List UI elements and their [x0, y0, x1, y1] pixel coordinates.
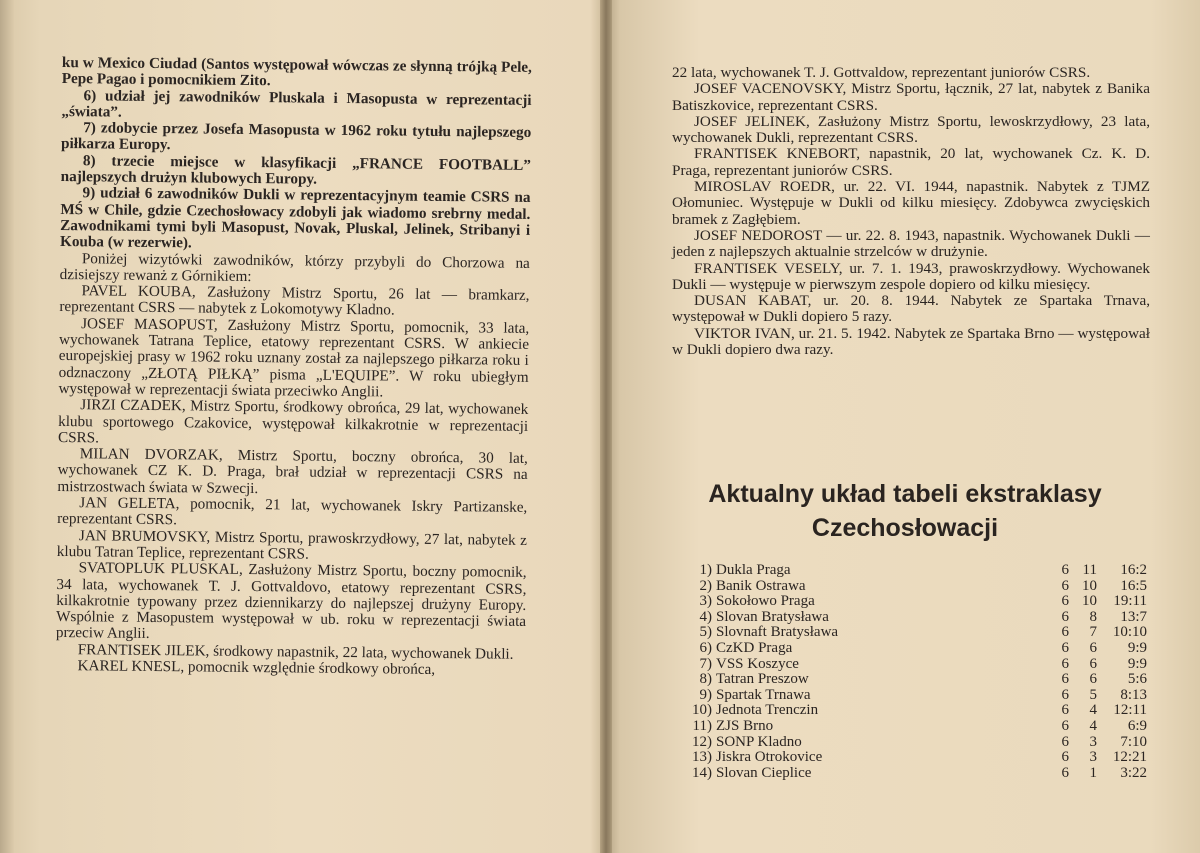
- table-team: Spartak Trnawa: [716, 686, 811, 703]
- table-position: 9): [699, 686, 712, 703]
- table-goals: 6:9: [1127, 717, 1147, 734]
- table-points: 11: [1082, 562, 1097, 578]
- table-goals: 9:9: [1127, 639, 1147, 656]
- right-paragraph: JOSEF NEDOROST — ur. 22. 8. 1943, napastnik. Wychowanek Dukli — jeden z najlepszych aktualnie strzelców w drużynie.: [672, 226, 1150, 261]
- table-heading-line2: Czechosłowacji: [811, 514, 999, 542]
- table-matches: 6: [1061, 686, 1069, 703]
- table-row: [670, 672, 1150, 688]
- table-team: CzKD Praga: [716, 639, 793, 656]
- left-paragraph: FRANTISEK JILEK, środkowy napastnik, 22 lata, wychowanek Dukli.: [77, 640, 514, 663]
- left-paragraph: JOSEF MASOPUST, Zasłużony Mistrz Sportu, pomocnik, 33 lata, wychowanek Tatrana Teplice, etatowy reprezentant CSRS. W ankiecie europejskiej prasy w 1962 roku uznany został za najlepszego piłkarza roku i odznaczony „ZŁOTĄ PIŁKĄ” pisma „L'EQUIPE”. W roku ubiegłym występował w reprezentacji świata przeciwko Anglii.: [58, 314, 530, 401]
- table-points: 6: [1089, 655, 1097, 672]
- left-paragraph: KAREL KNESL, pomocnik względnie środkowy obrońca,: [77, 657, 436, 678]
- left-paragraph: 7) zdobycie przez Josefa Masopusta w 1962 roku tytułu najlepszego piłkarza Europy.: [60, 119, 532, 154]
- left-paragraph: MILAN DVORZAK, Mistrz Sportu, boczny obrońca, 30 lat, wychowanek CZ K. D. Praga, brał udział w reprezentacji CSRS na mistrzostwach świata w Szwecji.: [57, 445, 528, 497]
- table-position: 13): [692, 749, 712, 766]
- left-paragraph: PAVEL KOUBA, Zasłużony Mistrz Sportu, 26 lat — bramkarz, reprezentant CSRS — nabytek z Lokomotywy Kladno.: [59, 282, 530, 319]
- table-team: Slovnaft Bratysława: [716, 624, 839, 641]
- table-team: VSS Koszyce: [716, 655, 799, 672]
- table-position: 12): [692, 733, 712, 750]
- table-goals: 19:11: [1113, 593, 1147, 610]
- table-matches: 6: [1061, 702, 1069, 719]
- table-heading: [650, 477, 1160, 545]
- table-points: 10: [1082, 577, 1097, 594]
- left-paragraph: ku w Mexico Ciudad (Santos występował wówczas ze słynną trójką Pele, Pepe Pagao i pomocnikiem Zito.: [61, 54, 532, 90]
- table-heading-line1: Aktualny układ tabeli ekstraklasy: [708, 480, 1102, 508]
- table-goals: 13:7: [1120, 608, 1147, 625]
- table-row: [670, 703, 1150, 719]
- table-goals: 9:9: [1127, 655, 1147, 672]
- left-paragraph: Poniżej wizytówki zawodników, którzy przybyli do Chorzowa na dzisiejszy rewanż z Górnikiem:: [59, 249, 530, 285]
- right-paragraph: VIKTOR IVAN, ur. 21. 5. 1942. Nabytek ze Spartaka Brno — występował w Dukli dopiero dwa razy.: [672, 324, 1150, 359]
- table-position: 1): [699, 562, 712, 578]
- left-paragraph: SVATOPLUK PLUSKAL, Zasłużony Mistrz Sportu, boczny pomocnik, 34 lata, wychowanek T. J. Gottvaldovo, etatowy reprezentant CSRS, kilkakrotnie typowany przez dziennikarzy do najlepszej drużyny Europy. Wspólnie z Masopustem występował w ub. roku w reprezentacji świata przeciw Anglii.: [55, 559, 527, 643]
- table-team: Dukla Praga: [716, 562, 791, 578]
- table-row: [670, 688, 1150, 704]
- table-row: [670, 563, 1150, 579]
- table-goals: 5:6: [1127, 671, 1147, 688]
- table-points: 10: [1082, 593, 1097, 610]
- table-position: 8): [699, 671, 712, 688]
- table-matches: 6: [1061, 624, 1069, 641]
- table-team: Slovan Cieplice: [716, 764, 812, 781]
- table-position: 6): [699, 639, 712, 656]
- table-matches: 6: [1061, 671, 1069, 688]
- table-points: 3: [1089, 749, 1097, 766]
- table-position: 10): [692, 702, 712, 719]
- table-position: 14): [692, 764, 712, 781]
- table-position: 3): [699, 593, 712, 610]
- table-goals: 3:22: [1120, 764, 1147, 781]
- table-matches: 6: [1061, 733, 1069, 750]
- table-row: [670, 766, 1150, 782]
- right-page: [610, 0, 1200, 853]
- table-team: Jednota Trenczin: [716, 702, 819, 719]
- table-points: 6: [1089, 671, 1097, 688]
- table-team: SONP Kladno: [716, 733, 802, 750]
- table-row: [670, 657, 1150, 673]
- table-row: [670, 610, 1150, 626]
- right-paragraph: JOSEF JELINEK, Zasłużony Mistrz Sportu, lewoskrzydłowy, 23 lata, wychowanek Dukli, reprezentant CSRS.: [672, 112, 1150, 147]
- left-paragraph: JAN GELETA, pomocnik, 21 lat, wychowanek Iskry Partizanske, reprezentant CSRS.: [57, 494, 528, 529]
- table-row: [670, 579, 1150, 595]
- table-team: Jiskra Otrokovice: [716, 749, 823, 766]
- table-team: Slovan Bratysława: [716, 608, 829, 625]
- table-points: 7: [1089, 624, 1097, 641]
- left-text-column: [56, 55, 532, 679]
- table-row: [670, 641, 1150, 657]
- table-row: [670, 750, 1150, 766]
- table-goals: 16:5: [1120, 577, 1147, 594]
- right-text-column: [672, 65, 1150, 358]
- left-paragraph: JIRZI CZADEK, Mistrz Sportu, środkowy obrońca, 29 lat, wychowanek klubu sportowego Czakovice, występował kilkakrotnie w reprezentacji CSRS.: [57, 396, 529, 447]
- table-points: 4: [1089, 702, 1097, 719]
- table-matches: 6: [1061, 593, 1069, 610]
- table-row: [670, 735, 1150, 751]
- table-points: 1: [1089, 764, 1097, 781]
- table-goals: 8:13: [1120, 686, 1147, 703]
- table-row: [670, 719, 1150, 735]
- left-paragraph: 9) udział 6 zawodników Dukli w reprezentacyjnym teamie CSRS na MŚ w Chile, gdzie Czechosłowacy zdobyli jak wiadomo srebrny medal. Zawodnikami tymi byli Masopust, Novak, Pluskal, Jelinek, Stribanyi i Kouba (w rezerwie).: [59, 184, 531, 252]
- table-position: 4): [699, 608, 712, 625]
- table-points: 5: [1089, 686, 1097, 703]
- table-points: 6: [1089, 639, 1097, 656]
- table-matches: 6: [1061, 639, 1069, 656]
- table-matches: 6: [1061, 655, 1069, 672]
- table-goals: 12:11: [1113, 702, 1147, 719]
- table-goals: 12:21: [1112, 749, 1147, 766]
- table-points: 4: [1089, 717, 1097, 734]
- table-row: [670, 625, 1150, 641]
- left-paragraph: 6) udział jej zawodników Pluskala i Masopusta w reprezentacji „świata”.: [61, 86, 532, 121]
- table-team: Tatran Preszow: [716, 671, 809, 688]
- left-paragraph: 8) trzecie miejsce w klasyfikacji „FRANCE FOOTBALL” najlepszych drużyn klubowych Europy.: [60, 152, 531, 188]
- table-position: 2): [699, 577, 712, 594]
- right-paragraph: DUSAN KABAT, ur. 20. 8. 1944. Nabytek ze Spartaka Trnava, występował w Dukli dopiero 5 razy.: [672, 292, 1150, 326]
- right-paragraph: MIROSLAV ROEDR, ur. 22. VI. 1944, napastnik. Nabytek z TJMZ Ołomuniec. Występuje w Dukli od kilku miesięcy. Zdobywca zwycięskich bramek z Zagłębiem.: [672, 178, 1150, 228]
- right-paragraph: JOSEF VACENOVSKY, Mistrz Sportu, łącznik, 27 lat, nabytek z Banika Batiszkovice, reprezentant CSRS.: [672, 80, 1150, 114]
- table-points: 3: [1089, 733, 1097, 750]
- table-points: 8: [1089, 608, 1097, 625]
- table-position: 5): [699, 624, 712, 641]
- table-position: 11): [692, 717, 712, 734]
- table-goals: 16:2: [1120, 562, 1147, 578]
- right-paragraph: FRANTISEK VESELY, ur. 7. 1. 1943, prawoskrzydłowy. Wychowanek Dukli — występuje w pierwszym zespole dopiero od kilku miesięcy.: [672, 259, 1150, 293]
- table-team: Banik Ostrawa: [716, 577, 806, 594]
- table-team: Sokołowo Praga: [716, 593, 815, 610]
- table-matches: 6: [1061, 717, 1069, 734]
- table-goals: 10:10: [1112, 624, 1147, 641]
- table-matches: 6: [1061, 608, 1069, 625]
- table-position: 7): [699, 655, 712, 672]
- table-team: ZJS Brno: [716, 717, 774, 734]
- table-matches: 6: [1061, 577, 1069, 594]
- right-paragraph: 22 lata, wychowanek T. J. Gottvaldow, reprezentant juniorów CSRS.: [672, 64, 1091, 81]
- table-matches: 6: [1061, 562, 1069, 578]
- table-goals: 7:10: [1120, 733, 1147, 750]
- table-matches: 6: [1061, 749, 1069, 766]
- table-matches: 6: [1061, 764, 1069, 781]
- league-table: [670, 563, 1150, 781]
- table-row: [670, 594, 1150, 610]
- left-paragraph: JAN BRUMOVSKY, Mistrz Sportu, prawoskrzydłowy, 27 lat, nabytek z klubu Tatran Teplice, reprezentant CSRS.: [56, 526, 528, 563]
- right-paragraph: FRANTISEK KNEBORT, napastnik, 20 lat, wychowanek Cz. K. D. Praga, reprezentant juniorów CSRS.: [672, 145, 1150, 179]
